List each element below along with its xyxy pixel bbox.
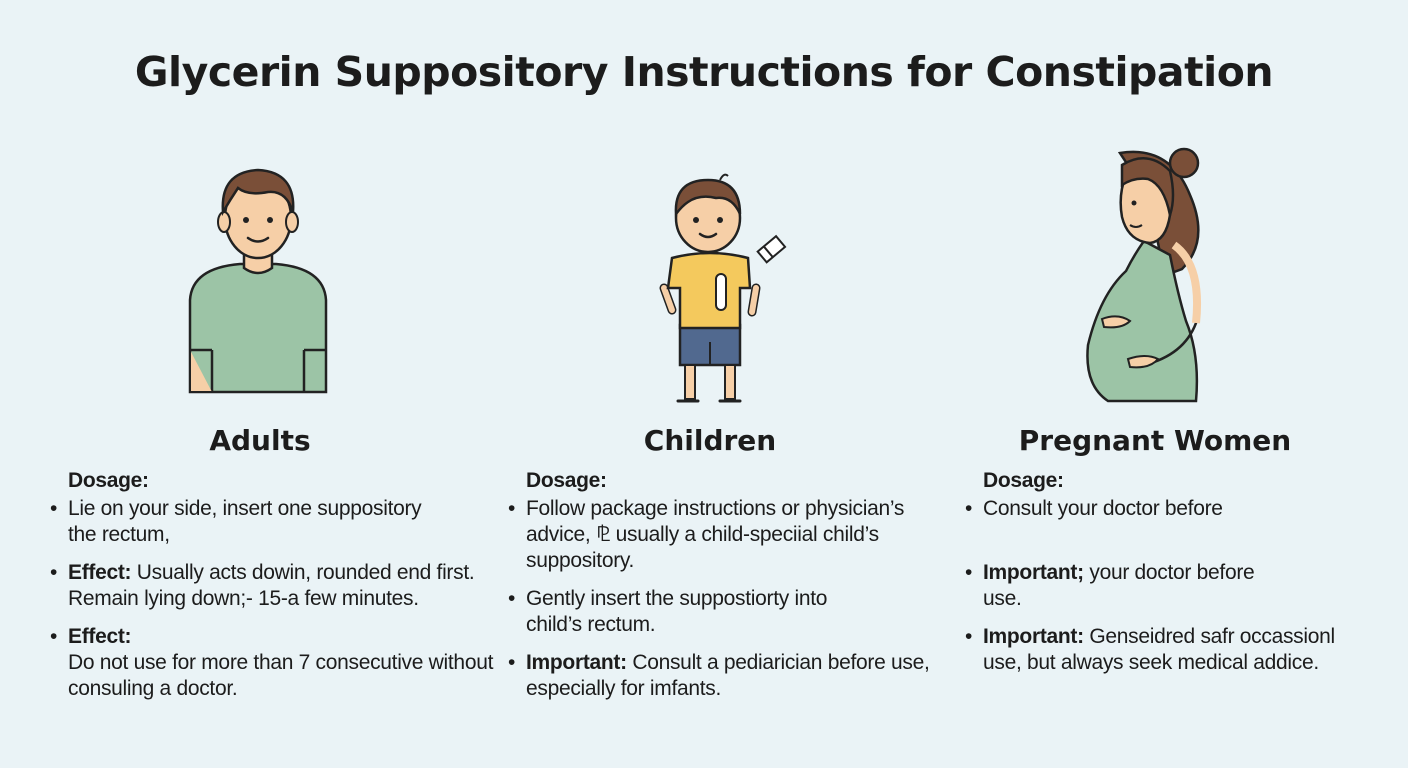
dosage-label: Dosage: <box>983 469 1064 492</box>
item-text <box>983 624 1353 676</box>
bullet: • <box>965 561 973 584</box>
bullet: • <box>50 561 58 584</box>
list-item <box>965 496 1385 522</box>
pregnant-women-heading: Pregnant Women <box>1018 424 1292 457</box>
pregnant-woman-icon <box>1074 145 1224 410</box>
list-item <box>50 496 500 548</box>
adults-instructions <box>50 468 500 702</box>
adults-heading: Adults <box>209 424 311 457</box>
children-heading: Children <box>643 424 777 457</box>
list-item <box>965 624 1385 676</box>
item-text <box>983 560 1283 612</box>
bullet: • <box>50 497 58 520</box>
item-text <box>526 650 936 702</box>
bullet: • <box>508 651 516 674</box>
page-title: Glycerin Suppository Instructions for Constipation <box>134 48 1274 96</box>
suppository-icon <box>752 232 792 268</box>
pregnant-instructions <box>965 468 1385 688</box>
dosage-label: Dosage: <box>526 469 607 492</box>
item-body: Consult a pediarician before use, especially for imfants. <box>526 651 930 700</box>
list-item <box>50 560 500 612</box>
item-label: Important; <box>983 561 1084 584</box>
children-instructions <box>508 468 938 714</box>
dosage-label: Dosage: <box>68 469 149 492</box>
item-label: Effect: <box>68 561 132 584</box>
item-label: Effect: <box>68 625 132 648</box>
adult-man-icon <box>178 160 338 400</box>
item-label: Important: <box>983 625 1084 648</box>
item-text: Gently insert the suppostiorty into child’s rectum. <box>526 587 828 636</box>
bullet: • <box>50 625 58 648</box>
bullet: • <box>965 497 973 520</box>
item-text: Consult your doctor before <box>983 497 1223 520</box>
item-text: Lie on your side, insert one suppository the rectum, <box>68 497 422 546</box>
item-body: Usually acts dowin, rounded end first. Remain lying down;- 15-a few minutes. <box>68 561 475 610</box>
list-item <box>508 650 938 702</box>
item-text <box>68 560 498 612</box>
item-text: Do not use for more than 7 consecutive without consuling a doctor. <box>68 651 494 700</box>
item-label: Important: <box>526 651 627 674</box>
list-item <box>50 624 500 650</box>
item-body: your doctor before use. <box>983 561 1255 610</box>
bullet: • <box>508 497 516 520</box>
list-item <box>508 496 938 574</box>
bullet: • <box>508 587 516 610</box>
item-body: Genseidred safr occassionl use, but always seek medical addice. <box>983 625 1335 674</box>
item-text: Follow package instructions or physician’s advice, ⅊ usually a child-speciial child’s suppository. <box>526 497 905 572</box>
child-icon <box>640 170 800 410</box>
bullet: • <box>965 625 973 648</box>
list-item <box>508 586 938 638</box>
list-item <box>965 560 1385 612</box>
